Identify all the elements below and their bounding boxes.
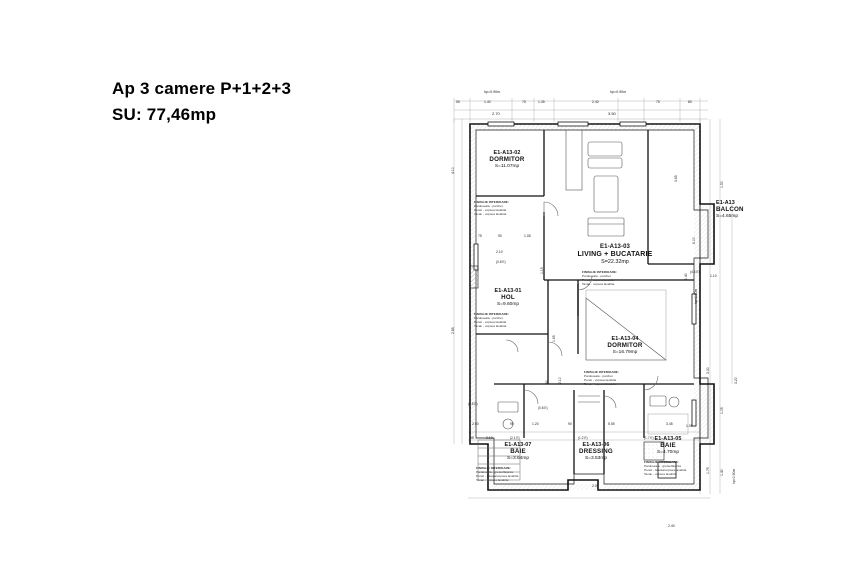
dim-right-8: 1.05 [720, 407, 724, 414]
page-subtitle: SU: 77,46mp [112, 105, 217, 124]
finish-note-title: FINISAJE INTERIOARE: [582, 270, 617, 274]
room-label-dormitor-02[interactable] [470, 150, 544, 169]
dim-left-6: 90 [545, 380, 549, 384]
finish-note-title: FINISAJE INTERIOARE: [584, 370, 619, 374]
room-area: S=9.60mp [496, 301, 519, 307]
finish-line-1: Pardoseala - gresie/faianta [476, 470, 513, 475]
room-area: S=4.70mp [656, 449, 679, 455]
dim-left-5: 2.10 [558, 377, 562, 384]
dim-mid-3: 1.05 [524, 234, 531, 238]
tag-door-c: (2.1 E) [510, 436, 520, 440]
room-area: S=11.07mp [494, 163, 520, 169]
dim-bottom-10: 1.05 [686, 424, 693, 428]
room-label-baie-07[interactable] [492, 442, 544, 461]
dim-mid-2: 90 [498, 234, 502, 238]
dim-right-9: 1.75 [706, 467, 710, 474]
dim-top2-2: 3.50 [608, 111, 616, 116]
dim-right-2: 6.00 [692, 237, 696, 244]
dim-bottom-4: 90 [568, 422, 572, 426]
dim-bottom-3: 1.20 [532, 422, 539, 426]
dim-top-4: 1.35 [538, 100, 545, 104]
finish-line-3: Tavan - vopsea lavabila [476, 478, 509, 483]
dim-bottom-6: 3.45 [666, 422, 673, 426]
room-name: LIVING + BUCATARIE [577, 251, 653, 259]
room-name: HOL [501, 294, 515, 302]
dim-top-1: 55 [456, 100, 460, 104]
finish-line-3: Tavan - vopsea lavabila [474, 324, 507, 329]
room-code: E1-A13-04 [611, 336, 639, 342]
finish-line-2: Pereti - faianta/vopsea lavabila [476, 474, 519, 479]
room-label-baie-05[interactable] [636, 436, 700, 455]
finish-line-3: Tavan - vopsea lavabila [644, 472, 677, 477]
room-name: BAIE [660, 442, 676, 450]
tag-door-f: (4.4 E) [690, 270, 700, 274]
finish-note-baie-07 [476, 466, 518, 482]
finish-line-3: Tavan - vopsea lavabila [474, 212, 507, 217]
finish-line-2: Pereti - vopsea lavabila [474, 320, 507, 325]
dim-top2-1: 2.70 [492, 111, 500, 116]
room-label-living-bucatarie[interactable] [560, 244, 670, 266]
tag-door-d: (1.2 E) [578, 436, 588, 440]
finish-note-hol [474, 312, 509, 328]
dim-top-3: 75 [522, 100, 526, 104]
room-name: BAIE [510, 448, 526, 456]
finish-note-dormitor-02 [474, 200, 509, 216]
room-name: DRESSING [579, 448, 613, 456]
room-area: S=3.53mp [584, 455, 607, 461]
dim-balcony-width: 1.10 [710, 274, 717, 278]
finish-note-title: FINISAJE INTERIOARE: [644, 460, 679, 464]
floorplan-drawing [448, 84, 758, 528]
finish-line-1: Pardoseala - parchet [474, 204, 503, 209]
room-code: E1-A13-02 [493, 150, 521, 156]
dim-bottom-8: 2.10 [486, 436, 493, 440]
finish-note-title: FINISAJE INTERIOARE: [474, 312, 509, 316]
room-area: S=3.64mp [506, 455, 529, 461]
dim-left-3: 2.85 [451, 327, 455, 334]
finish-note-dormitor-04 [584, 370, 619, 386]
tag-mid-door: (0.8 E) [496, 260, 506, 264]
room-code: E1-A13-01 [494, 288, 522, 294]
title-block [112, 78, 412, 126]
finish-line-1: Pardoseala - gresie/faianta [644, 464, 681, 469]
dim-bottom-7: 95 [470, 436, 474, 440]
finish-line-1: Pardoseala - parchet [582, 274, 611, 279]
room-code: E1-A13 [716, 200, 735, 206]
tag-door-a: (0.5 E) [468, 402, 478, 406]
finish-line-3: Tavan - vopsea lavabila [584, 382, 617, 387]
dim-top-7: 80 [688, 100, 692, 104]
room-name: DORMITOR [607, 342, 643, 350]
dim-top-6: 75 [656, 100, 660, 104]
room-label-dormitor-04[interactable] [578, 336, 672, 355]
room-label-balcon[interactable] [716, 200, 760, 219]
finish-line-2: Pereti - faianta/vopsea lavabila [644, 468, 687, 473]
room-area: S=4.65mp [716, 213, 739, 219]
dim-bottom-2: 90 [510, 422, 514, 426]
finish-line-2: Pereti - vopsea lavabila [584, 378, 617, 383]
tag-door-b: (0.8 E) [538, 406, 548, 410]
dim-top-5: 2.40 [592, 100, 599, 104]
finish-line-1: Pardoseala - parchet [474, 316, 503, 321]
room-code: E1-A13-03 [600, 244, 630, 250]
finish-line-2: Pereti - vopsea lavabila [474, 208, 507, 213]
dim-left-1: 4.10 [451, 167, 455, 174]
room-code: E1-A13-05 [654, 436, 682, 442]
dim-top-2: 1.40 [484, 100, 491, 104]
dim-top-window-right: hp=0.90m [610, 90, 627, 94]
finish-line-1: Pardoseala - parchet [584, 374, 613, 379]
dim-right-7: 3.30 [706, 367, 710, 374]
finish-note-title: FINISAJE INTERIOARE: [476, 466, 511, 470]
finish-line-3: Tavan - vopsea lavabila [582, 282, 615, 287]
room-code: E1-A13-06 [582, 442, 610, 448]
room-name: DORMITOR [489, 156, 525, 164]
dim-right-1: 1.50 [720, 181, 724, 188]
dim-left-2: 1.15 [540, 267, 544, 274]
finish-note-living [582, 270, 617, 286]
room-area: S=22.32mp [601, 259, 629, 266]
room-label-hol[interactable] [470, 288, 546, 307]
finish-note-baie-05 [644, 460, 686, 476]
dim-right-11: hp=0.90m [732, 468, 736, 484]
room-code: E1-A13-07 [504, 442, 532, 448]
room-label-dressing-06[interactable] [564, 442, 628, 461]
tag-door-e: (1.7 E) [644, 436, 654, 440]
page-title: Ap 3 camere P+1+2+3 [112, 79, 292, 98]
dim-right-3: 3.65 [674, 175, 678, 182]
dim-mid-4: 2.10 [496, 250, 503, 254]
dim-bottom-5: 5.55 [608, 422, 615, 426]
dim-right-4: 1.40 [684, 273, 688, 280]
dim-bottom-9: 2.00 [592, 484, 599, 488]
finish-note-title: FINISAJE INTERIOARE: [474, 200, 509, 204]
dim-extra: 2.40 [668, 524, 675, 528]
dim-top-window-left: hp=0.90m [484, 90, 501, 94]
room-name: BALCON [716, 206, 744, 214]
dim-left-4: 1.65 [552, 335, 556, 342]
dim-right-5: hp=0.90m [694, 288, 698, 304]
dim-right-6: 3.20 [734, 377, 738, 384]
dim-right-10: 1.40 [720, 469, 724, 476]
finish-line-2: Pereti - vopsea lavabila [582, 278, 615, 283]
room-area: S=16.79mp [612, 349, 638, 355]
dim-bottom-1: 2.00 [472, 422, 479, 426]
dim-mid-1: 75 [478, 234, 482, 238]
